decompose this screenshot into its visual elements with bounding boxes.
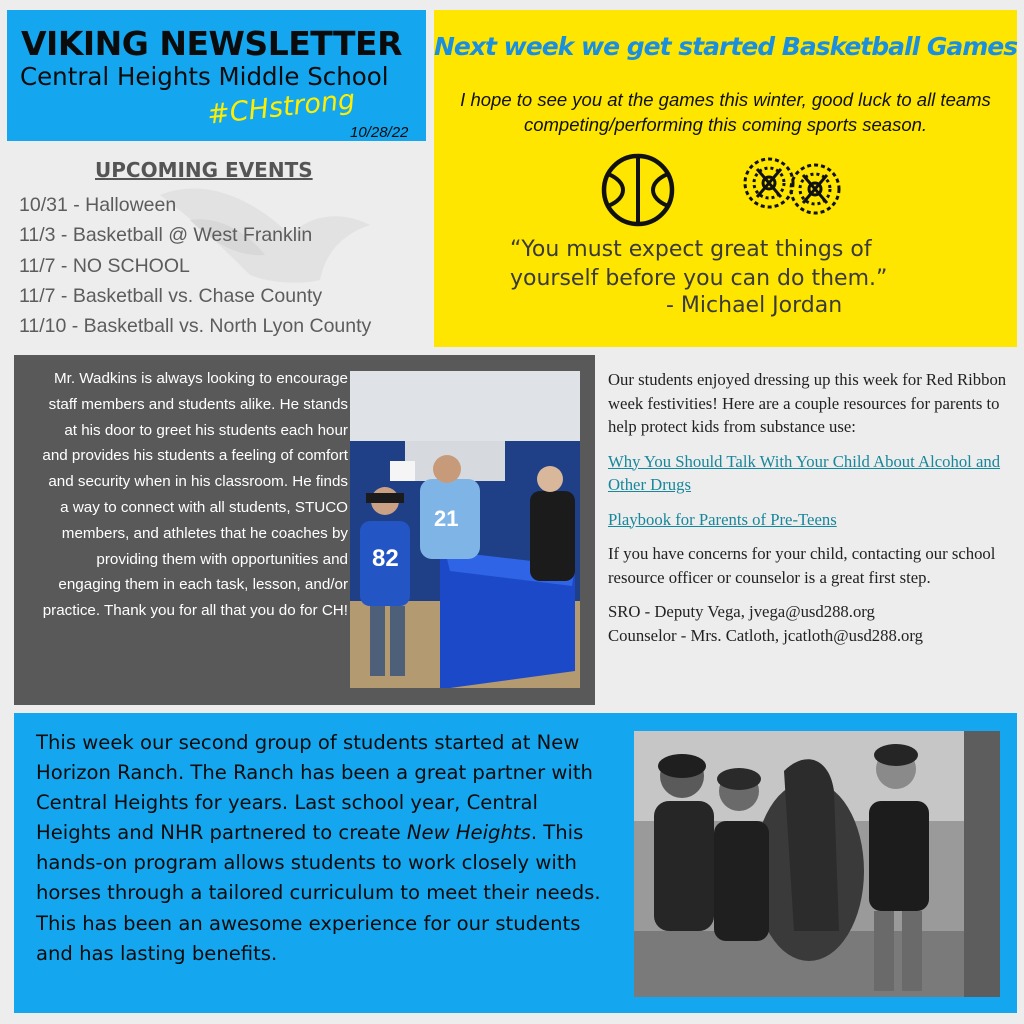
quote <box>510 236 950 293</box>
talk-with-child-link[interactable]: Why You Should Talk With Your Child About Alcohol and Other Drugs <box>608 451 1001 494</box>
ranch-photo <box>634 731 1000 997</box>
classroom-photo <box>350 371 580 688</box>
quote-line: “You must expect great things of <box>510 237 872 262</box>
upcoming-events-list <box>19 190 371 341</box>
school-name: Central Heights Middle School <box>20 62 389 91</box>
basketball-announcement <box>434 10 1017 347</box>
basketball-subtitle: I hope to see you at the games this winter, good luck to all teams competing/performing this coming sports season. <box>460 89 991 135</box>
newsletter-title: VIKING NEWSLETTER <box>21 24 402 63</box>
ranch-feature <box>14 713 1017 1013</box>
ranch-text-part: This week our second group of students started at New Horizon Ranch. The Ranch has been a great partner with Central Heights for years. Last school year, Central Heights and NHR partnered to create <box>36 731 593 845</box>
sro-contact: SRO - Deputy Vega, jvega@usd288.org <box>608 602 875 621</box>
quote-line: yourself before you can do them.” <box>510 265 888 291</box>
event-item: 11/3 - Basketball @ West Franklin <box>19 224 313 247</box>
staff-feature <box>14 355 595 705</box>
contacts <box>608 600 1018 647</box>
basketball-icon <box>600 152 676 228</box>
newsletter-date: 10/28/22 <box>350 124 409 141</box>
jersey-number: 82 <box>372 545 399 572</box>
newsletter-header <box>7 10 426 141</box>
event-item: 10/31 - Halloween <box>19 194 177 216</box>
staff-feature-text: Mr. Wadkins is always looking to encourage staff members and students alike. He stands at his door to greet his students each hour and provides his students a feeling of comfort and security when in his classroom. He finds a way to connect with all students, STUCO members, and athletes that he coaches by providing them with opportunities and engaging them in each task, lesson, and/or practice. Thank you for all that you do for CH! <box>42 370 348 620</box>
pompoms-icon <box>737 153 849 219</box>
event-item: 11/7 - NO SCHOOL <box>19 254 190 277</box>
red-ribbon-intro: Our students enjoyed dressing up this week for Red Ribbon week festivities! Here are a couple resources for parents to help protect kids from substance use: <box>608 370 1007 436</box>
basketball-title: Next week we get started Basketball Games <box>434 32 1018 61</box>
counselor-contact: Counselor - Mrs. Catloth, jcatloth@usd288.org <box>608 625 923 645</box>
ranch-text <box>36 728 606 969</box>
jersey-number: 21 <box>434 506 459 531</box>
program-name: New Heights <box>406 821 531 845</box>
playbook-link[interactable]: Playbook for Parents of Pre-Teens <box>608 509 837 529</box>
quote-author: - Michael Jordan <box>666 293 843 318</box>
hashtag: #CHstrong <box>205 84 357 131</box>
event-item: 11/7 - Basketball vs. Chase County <box>19 284 323 307</box>
red-ribbon-info <box>608 368 1018 647</box>
event-item: 11/10 - Basketball vs. North Lyon County <box>19 315 372 338</box>
ranch-text-part: . This hands-on program allows students to work closely with horses through a tailored curriculum to meet their needs. This has been an awesome experience for our students and has lasting benefits. <box>36 821 601 965</box>
concern-text: If you have concerns for your child, contacting our school resource officer or counselor is a great first step. <box>608 544 996 587</box>
upcoming-events-heading: UPCOMING EVENTS <box>95 158 313 182</box>
